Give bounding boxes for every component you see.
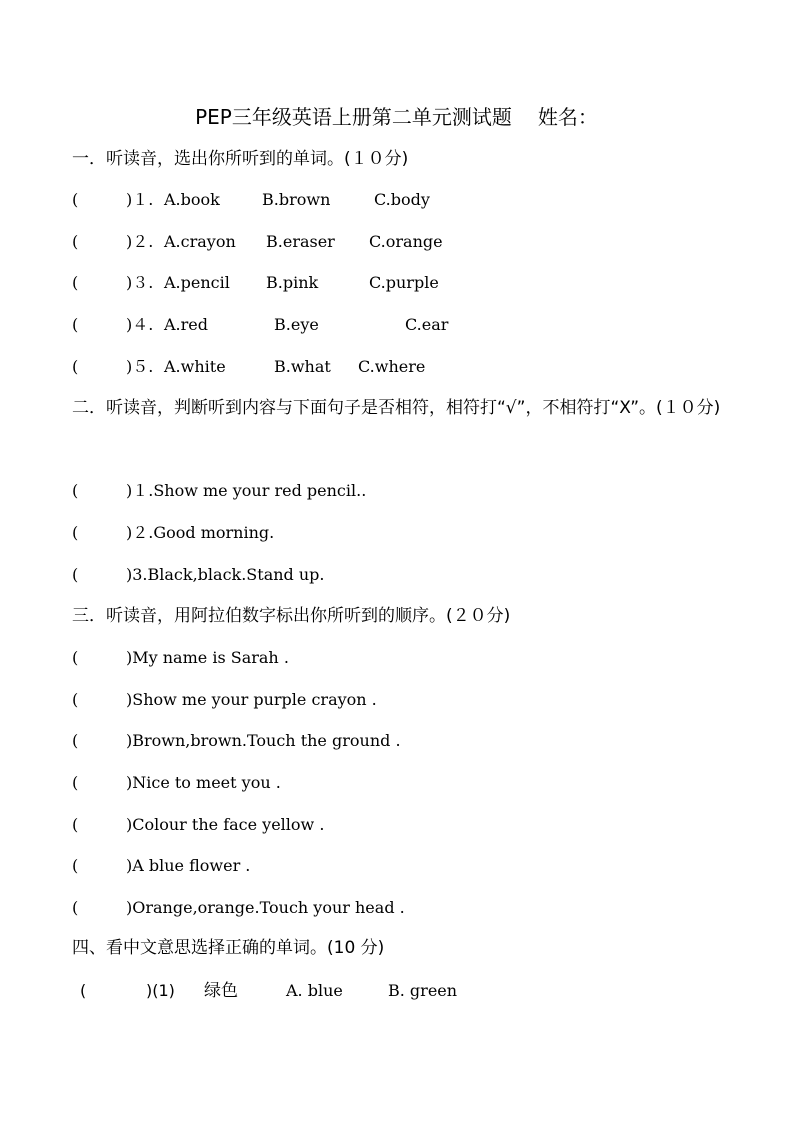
option-a: A.book bbox=[164, 190, 220, 209]
item-number: )１. bbox=[126, 190, 154, 209]
section-3-item-3 bbox=[72, 730, 732, 752]
option-b: B.eraser bbox=[266, 232, 335, 251]
section-3-item-6 bbox=[72, 855, 732, 877]
option-c: C.where bbox=[358, 357, 426, 376]
item-number: )２. bbox=[126, 232, 154, 251]
answer-blank[interactable]: ( bbox=[72, 773, 79, 792]
answer-blank[interactable]: ( bbox=[72, 357, 79, 376]
item-sentence: )２.Good morning. bbox=[126, 523, 275, 542]
item-sentence: )A blue flower . bbox=[126, 856, 251, 875]
page-title-row bbox=[0, 103, 793, 131]
answer-blank[interactable]: ( bbox=[72, 273, 79, 292]
section-3-item-7 bbox=[72, 897, 732, 919]
section-2-item-2 bbox=[72, 522, 732, 544]
option-a: A. blue bbox=[286, 981, 343, 1000]
section-3-item-1 bbox=[72, 647, 732, 669]
answer-blank[interactable]: ( bbox=[72, 731, 79, 750]
section-1-item-5 bbox=[72, 356, 732, 378]
option-a: A.red bbox=[164, 315, 208, 334]
item-sentence: )Show me your purple crayon . bbox=[126, 690, 377, 709]
option-b: B.what bbox=[274, 357, 331, 376]
section-2-heading: 二．听读音，判断听到内容与下面句子是否相符，相符打“√”，不相符打“X”。(１０分) bbox=[72, 398, 721, 418]
option-b: B.pink bbox=[266, 273, 319, 292]
option-c: C.purple bbox=[369, 273, 439, 292]
answer-blank[interactable]: ( bbox=[72, 648, 79, 667]
item-number: )５. bbox=[126, 357, 154, 376]
section-3-heading: 三．听读音，用阿拉伯数字标出你所听到的顺序。(２０分) bbox=[72, 606, 511, 626]
answer-blank[interactable]: ( bbox=[72, 690, 79, 709]
item-number: )４. bbox=[126, 315, 154, 334]
option-c: C.ear bbox=[405, 315, 449, 334]
section-2-item-1 bbox=[72, 480, 732, 502]
option-a: A.white bbox=[164, 357, 226, 376]
section-3-item-2 bbox=[72, 689, 732, 711]
item-sentence: )Orange,orange.Touch your head . bbox=[126, 898, 405, 917]
answer-blank[interactable]: ( bbox=[72, 232, 79, 251]
answer-blank[interactable]: ( bbox=[72, 815, 79, 834]
item-number: )３. bbox=[126, 273, 154, 292]
section-3-item-4 bbox=[72, 772, 732, 794]
section-1-item-1 bbox=[72, 189, 732, 211]
section-4-heading: 四、看中文意思选择正确的单词。(10 分) bbox=[72, 938, 385, 958]
answer-blank[interactable]: ( bbox=[72, 481, 79, 500]
section-2-item-3 bbox=[72, 564, 732, 586]
section-1-item-4 bbox=[72, 314, 732, 336]
section-3-item-5 bbox=[72, 814, 732, 836]
section-4-item-1 bbox=[80, 980, 740, 1002]
paren-open: ( bbox=[80, 981, 87, 1000]
answer-blank[interactable]: ( bbox=[72, 315, 79, 334]
item-number: )(1) bbox=[146, 981, 175, 1000]
name-label: 姓名： bbox=[537, 105, 598, 129]
answer-blank[interactable]: ( bbox=[72, 856, 79, 875]
option-a: A.pencil bbox=[164, 273, 230, 292]
item-sentence: )Nice to meet you . bbox=[126, 773, 281, 792]
answer-blank[interactable]: ( bbox=[72, 190, 79, 209]
item-sentence: )１.Show me your red pencil.. bbox=[126, 481, 367, 500]
option-a: A.crayon bbox=[164, 232, 236, 251]
section-1-heading: 一．听读音，选出你所听到的单词。(１０分) bbox=[72, 149, 409, 169]
option-c: C.orange bbox=[369, 232, 443, 251]
page-title: PEP三年级英语上册第二单元测试题 bbox=[195, 105, 512, 129]
item-sentence: )Colour the face yellow . bbox=[126, 815, 325, 834]
option-b: B. green bbox=[388, 981, 458, 1000]
answer-blank[interactable]: ( bbox=[72, 565, 79, 584]
section-1-item-3 bbox=[72, 272, 732, 294]
chinese-word: 绿色 bbox=[204, 981, 238, 1001]
answer-blank[interactable]: ( bbox=[72, 523, 79, 542]
section-1-item-2 bbox=[72, 231, 732, 253]
item-sentence: )My name is Sarah . bbox=[126, 648, 289, 667]
option-c: C.body bbox=[374, 190, 430, 209]
option-b: B.eye bbox=[274, 315, 319, 334]
option-b: B.brown bbox=[262, 190, 331, 209]
item-sentence: )Brown,brown.Touch the ground . bbox=[126, 731, 401, 750]
answer-blank[interactable]: ( bbox=[72, 898, 79, 917]
item-sentence: )3.Black,black.Stand up. bbox=[126, 565, 325, 584]
